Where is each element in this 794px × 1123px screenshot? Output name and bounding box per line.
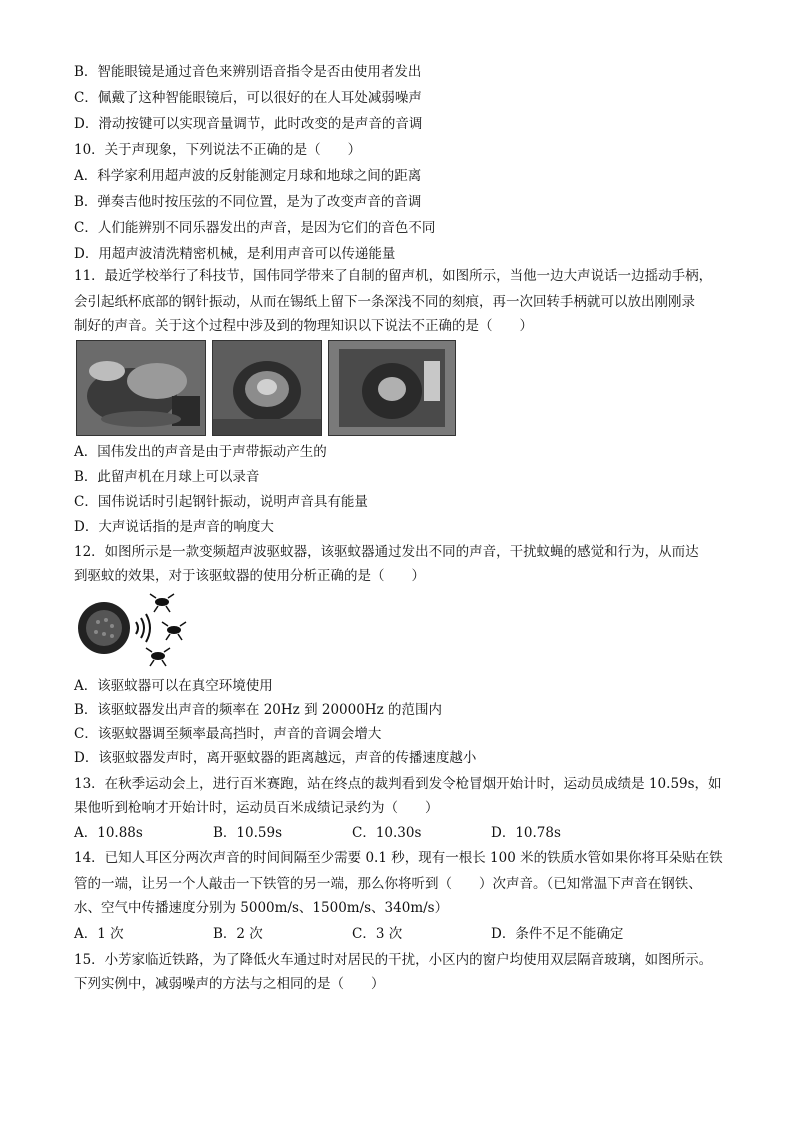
q10-option-d: D．用超声波清洗精密机械，是利用声音可以传递能量 — [74, 246, 396, 262]
q11-option-c: C．国伟说话时引起钢针振动，说明声音具有能量 — [74, 494, 368, 510]
q12-option-a: A．该驱蚊器可以在真空环境使用 — [74, 678, 273, 694]
q12-option-d: D．该驱蚊器发声时，离开驱蚊器的距离越远，声音的传播速度越小 — [74, 750, 477, 766]
q9-option-b: B．智能眼镜是通过音色来辨别语音指令是否由使用者发出 — [74, 64, 422, 80]
q11-option-b: B．此留声机在月球上可以录音 — [74, 469, 260, 485]
q13-option-a: A．10.88s — [74, 825, 143, 841]
q11-stem-line2: 会引起纸杯底部的钢针振动，从而在锡纸上留下一条深浅不同的刻痕，再一次回转手柄就可以放出刚刚录 — [74, 294, 695, 310]
q14-stem-line1: 14．已知人耳区分两次声音的时间间隔至少需要 0.1 秒，现有一根长 100 米的铁质水管如果你将耳朵贴在铁 — [74, 850, 723, 866]
q12-stem-line1: 12．如图所示是一款变频超声波驱蚊器，该驱蚊器通过发出不同的声音，干扰蚊蝇的感觉和行为，从而达 — [74, 544, 699, 560]
q11-stem-line3: 制好的声音。关于这个过程中涉及到的物理知识以下说法不正确的是（ ） — [74, 318, 533, 334]
q12-option-c: C．该驱蚊器调至频率最高挡时，声音的音调会增大 — [74, 726, 382, 742]
phonograph-photo-2 — [212, 340, 322, 436]
q10-option-c: C．人们能辨别不同乐器发出的声音，是因为它们的音色不同 — [74, 220, 436, 236]
q15-stem-line1: 15．小芳家临近铁路，为了降低火车通过时对居民的干扰，小区内的窗户均使用双层隔音玻璃，如图所示。 — [74, 952, 713, 968]
q10-stem: 10．关于声现象，下列说法不正确的是（ ） — [74, 142, 362, 158]
q14-option-c: C．3 次 — [352, 926, 403, 942]
q13-stem-line1: 13．在秋季运动会上，进行百米赛跑，站在终点的裁判看到发令枪冒烟开始计时，运动员成绩是 10.59s，如 — [74, 776, 722, 792]
q14-option-a: A．1 次 — [74, 926, 124, 942]
phonograph-photo-1 — [76, 340, 206, 436]
q12-option-b: B．该驱蚊器发出声音的频率在 20Hz 到 20000Hz 的范围内 — [74, 702, 442, 718]
q9-option-d: D．滑动按键可以实现音量调节，此时改变的是声音的音调 — [74, 116, 423, 132]
q9-option-c: C．佩戴了这种智能眼镜后，可以很好的在人耳处减弱噪声 — [74, 90, 422, 106]
q13-option-b: B．10.59s — [213, 825, 282, 841]
q15-stem-line2: 下列实例中，减弱噪声的方法与之相同的是（ ） — [74, 976, 385, 992]
q13-stem-line2: 果他听到枪响才开始计时，运动员百米成绩记录约为（ ） — [74, 800, 439, 816]
q11-option-a: A．国伟发出的声音是由于声带振动产生的 — [74, 444, 327, 460]
phonograph-photo-3 — [328, 340, 456, 436]
q13-option-c: C．10.30s — [352, 825, 422, 841]
q14-stem-line3: 水、空气中传播速度分别为 5000m/s、1500m/s、340m/s） — [74, 900, 449, 916]
q14-option-d: D．条件不足不能确定 — [491, 926, 624, 942]
q13-option-d: D．10.78s — [491, 825, 561, 841]
q12-stem-line2: 到驱蚊的效果，对于该驱蚊器的使用分析正确的是（ ） — [74, 568, 425, 584]
q11-stem-line1: 11．最近学校举行了科技节，国伟同学带来了自制的留声机，如图所示，当他一边大声说话一边摇动手柄， — [74, 268, 713, 284]
mosquito-repeller-illustration — [74, 588, 190, 668]
q14-option-b: B．2 次 — [213, 926, 263, 942]
q10-option-b: B．弹奏吉他时按压弦的不同位置，是为了改变声音的音调 — [74, 194, 422, 210]
q14-stem-line2: 管的一端，让另一个人敲击一下铁管的另一端，那么你将听到（ ）次声音。（已知常温下声音在钢铁、 — [74, 876, 702, 892]
q10-option-a: A．科学家利用超声波的反射能测定月球和地球之间的距离 — [74, 168, 422, 184]
q11-option-d: D．大声说话指的是声音的响度大 — [74, 519, 274, 535]
